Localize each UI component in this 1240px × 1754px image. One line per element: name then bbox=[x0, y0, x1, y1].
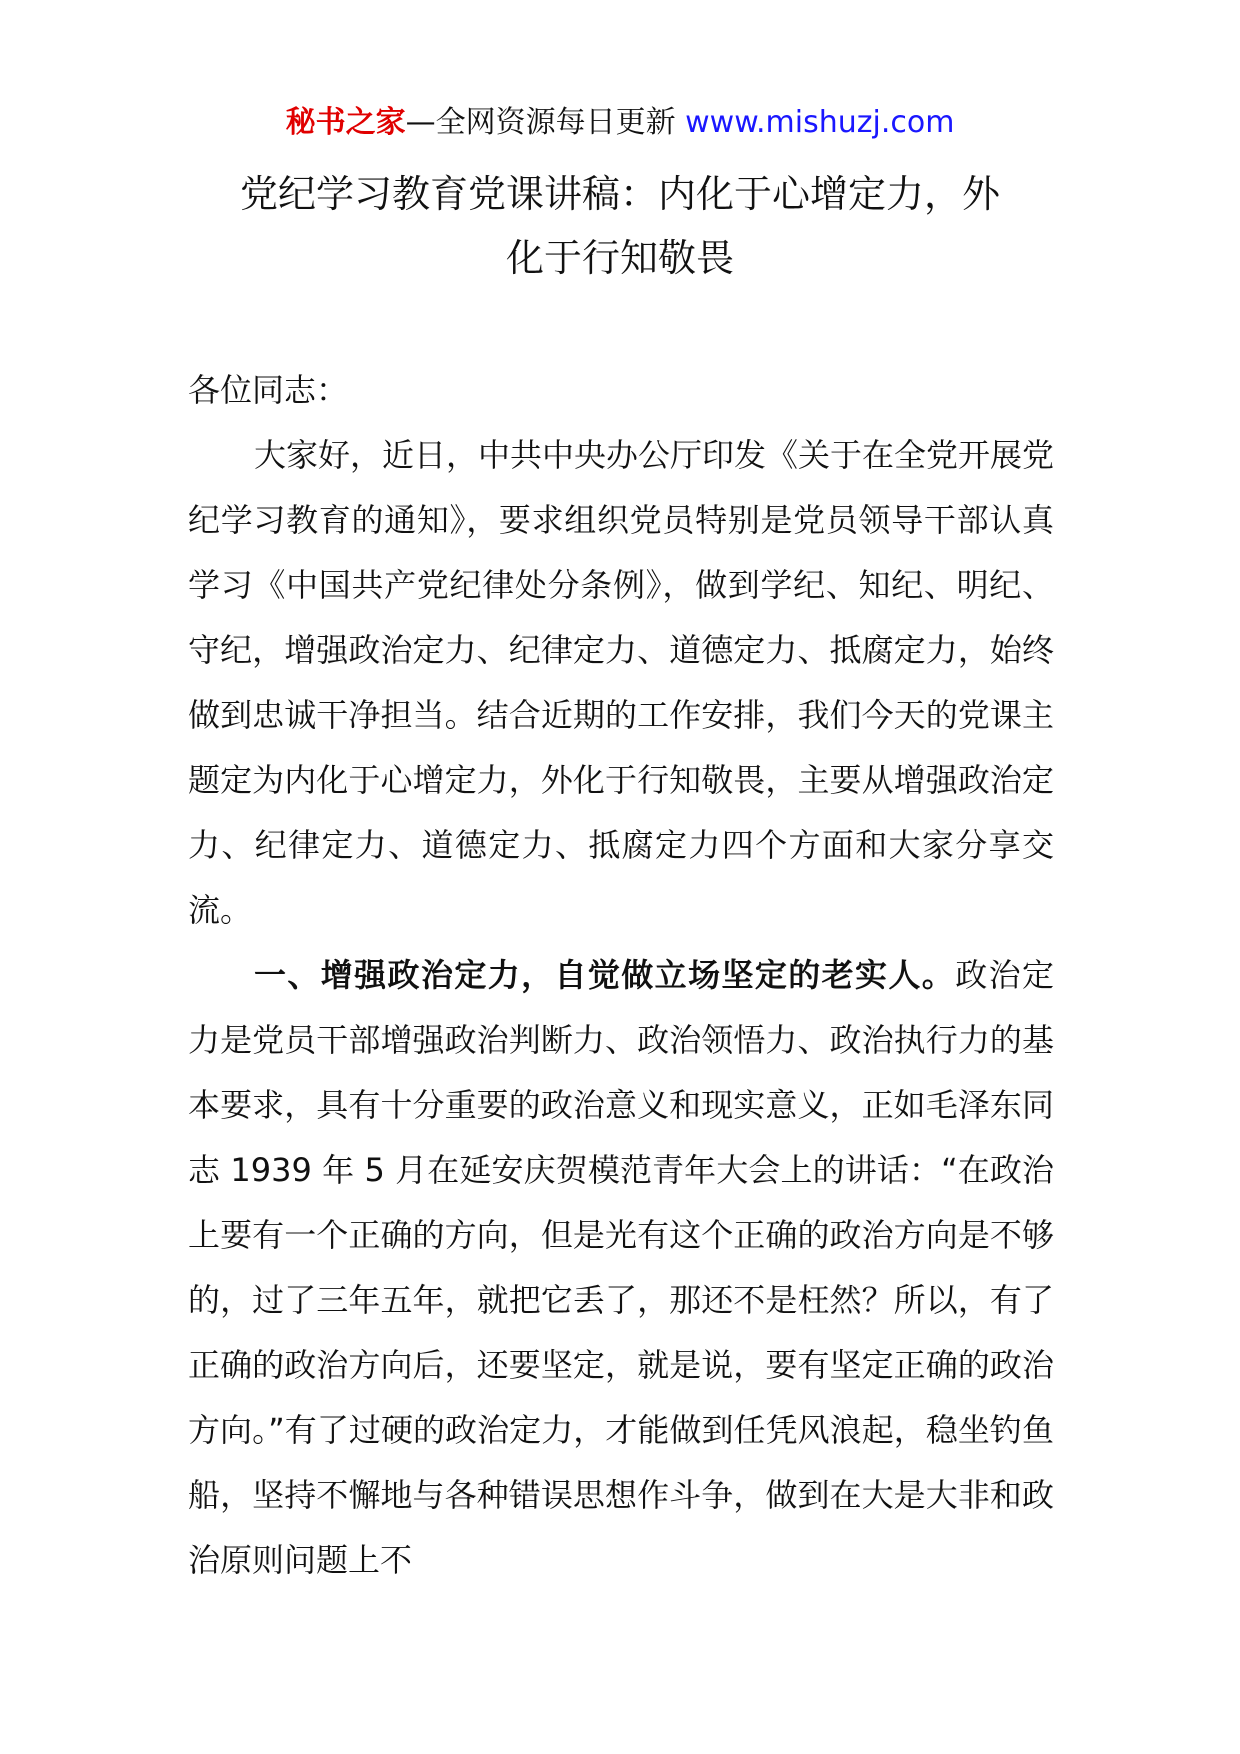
paragraph-section-1 bbox=[188, 943, 1054, 1593]
title-line-2: 化于行知敬畏 bbox=[505, 236, 734, 280]
site-header bbox=[0, 103, 1240, 143]
section-1-heading: 一、增强政治定力，自觉做立场坚定的老实人。 bbox=[254, 956, 956, 994]
site-url[interactable]: www.mishuzj.com bbox=[685, 105, 955, 140]
header-tagline: —全网资源每日更新 bbox=[405, 105, 686, 140]
document-title bbox=[140, 162, 1100, 290]
paragraph-intro: 大家好，近日，中共中央办公厅印发《关于在全党开展党纪学习教育的通知》，要求组织党员特别是党员领导干部认真学习《中国共产党纪律处分条例》，做到学纪、知纪、明纪、守纪，增强政治定力、纪律定力、道德定力、抵腐定力，始终做到忠诚干净担当。结合近期的工作安排，我们今天的党课主题定为内化于心增定力，外化于行知敬畏，主要从增强政治定力、纪律定力、道德定力、抵腐定力四个方面和大家分享交流。 bbox=[188, 436, 1055, 929]
title-line-1: 党纪学习教育党课讲稿：内化于心增定力，外 bbox=[239, 172, 1000, 216]
brand-name: 秘书之家 bbox=[285, 105, 406, 140]
salutation: 各位同志： bbox=[188, 371, 349, 409]
document-body bbox=[188, 358, 1054, 1593]
section-1-text: 政治定力是党员干部增强政治判断力、政治领悟力、政治执行力的基本要求，具有十分重要的政治意义和现实意义，正如毛泽东同志 1939 年 5 月在延安庆贺模范青年大会上的讲话：“在政治上要有一个正确的方向，但是光有这个正确的政治方向是不够的，过了三年五年，就把它丢了，那还不是枉然？所以，有了正确的政治方向后，还要坚定，就是说，要有坚定正确的政治方向。”有了过硬的政治定力，才能做到任凭风浪起，稳坐钓鱼船，坚持不懈地与各种错误思想作斗争，做到在大是大非和政治原则问题上不 bbox=[188, 956, 1054, 1579]
